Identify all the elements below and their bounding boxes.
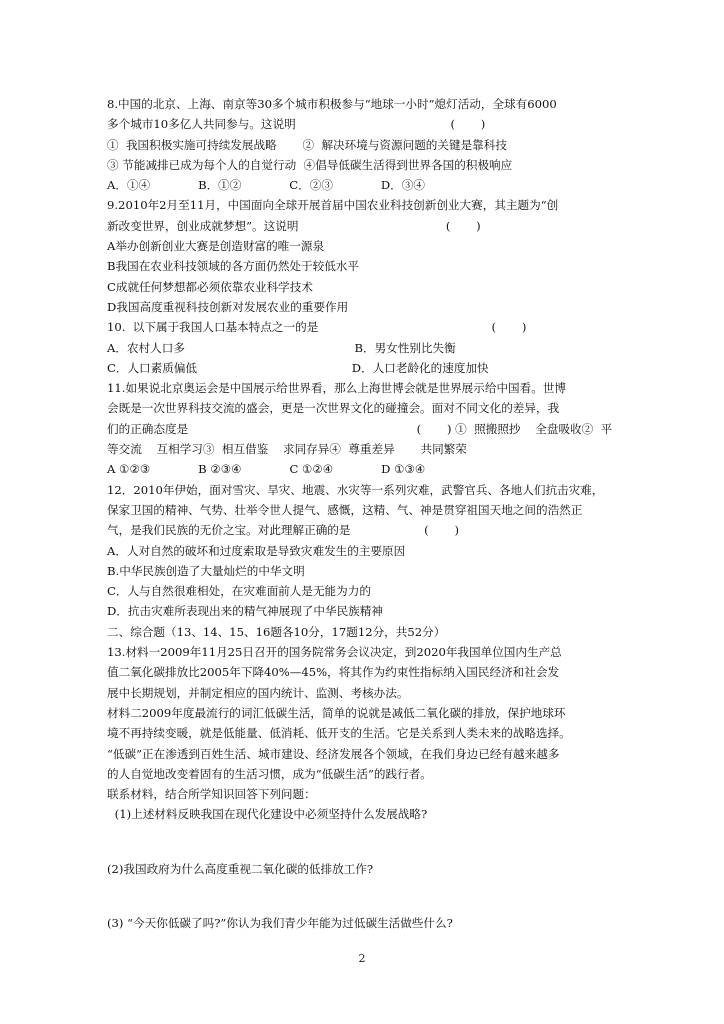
answer-choices: A．①④ B．①② C．②③ D．③④: [107, 178, 425, 193]
question-12: [107, 480, 627, 622]
question-line: 会既是一次世界科技交流的盛会，更是一次世界文化的碰撞会。面对不同文化的差异，我: [107, 401, 560, 416]
answer-space: [107, 825, 627, 859]
question-line: 新改变世界，创业成就梦想”。这说明 ( ): [107, 218, 481, 233]
option-line: D我国高度重视科技创新对发展农业的重要作用: [107, 299, 349, 314]
answer-space: [107, 879, 627, 913]
option-line: 等交流 互相学习③ 相互借鉴 求同存异④ 尊重差异 共同繁荣: [107, 442, 467, 457]
question-line: 11.如果说北京奥运会是中国展示给世界看，那么上海世博会就是世界展示给中国看。世博: [107, 381, 567, 396]
material-line: 13.材料一2009年11月25日召开的国务院常务会议决定，到2020年我国单位国内生产总: [107, 645, 562, 660]
question-9: [107, 195, 627, 317]
answer-choices: A ①②③ B ②③④ C ①②④ D ①③④: [107, 462, 426, 477]
question-line: 10. 以下属于我国人口基本特点之一的是 ( ): [107, 320, 527, 335]
option-line: C．人与自然很难相处，在灾难面前人是无能为力的: [107, 584, 371, 599]
material-line: “低碳”正在渗透到百姓生活、城市建设、经济发展各个领域，在我们身边已经有越来越多: [107, 746, 560, 761]
question-13-material: [107, 642, 627, 804]
page-content: [107, 94, 627, 933]
option-line: C．人口素质偏低 D．人口老龄化的速度加快: [107, 360, 489, 375]
option-line: ① 我国积极实施可持续发展战略 ② 解决环境与资源问题的关键是靠科技: [107, 137, 507, 152]
sub-question-2: (2)我国政府为什么高度重视二氧化碳的低排放工作?: [107, 861, 374, 876]
question-8: [107, 94, 627, 195]
section-heading: 二、综合题（13、14、15、16题各10分，17题12分，共52分）: [107, 624, 446, 639]
sub-question-3: (3) “今天你低碳了吗?”你认为我们青少年能为过低碳生活做些什么?: [107, 915, 453, 930]
question-line: 多个城市10多亿人共同参与。这说明 ( ): [107, 117, 486, 132]
option-line: B我国在农业科技领域的各方面仍然处于较低水平: [107, 259, 359, 274]
option-line: A．人对自然的破坏和过度索取是导致灾难发生的主要原因: [107, 543, 406, 558]
material-line: 境不再持续变暖，就是低能量、低消耗、低开支的生活。它是关系到人类未来的战略选择。: [107, 726, 571, 741]
option-line: B.中华民族创造了大量灿烂的中华文明: [107, 563, 305, 578]
question-line: 8.中国的北京、上海、南京等30多个城市积极参与“地球一小时”熄灯活动，全球有6000: [107, 97, 557, 111]
option-line: A举办创新创业大赛是创造财富的唯一源泉: [107, 239, 325, 254]
sub-question-1: (1)上述材料反映我国在现代化建设中必须坚持什么发展战略?: [111, 807, 428, 822]
material-line: 联系材料，结合所学知识回答下列问题：: [107, 787, 316, 802]
question-10: [107, 317, 627, 378]
question-line: 们的正确态度是 ( ) ① 照搬照抄 全盘吸收② 平: [107, 421, 613, 436]
question-line: 气，是我们民族的无价之宝。对此理解正确的是 ( ): [107, 523, 460, 538]
question-11: [107, 378, 627, 479]
question-line: 9.2010年2月至11月，中国面向全球开展首届中国农业科技创新创业大赛，其主题为“创: [107, 198, 559, 213]
option-line: D．抗击灾难所表现出来的精气神展现了中华民族精神: [107, 604, 383, 619]
question-line: 12．2010年伊始，面对雪灾、旱灾、地震、水灾等一系列灾难，武警官兵、各地人们抗击灾难，: [107, 482, 604, 497]
option-line: C成就任何梦想都必须依靠农业科学技术: [107, 279, 313, 294]
material-line: 的人自觉地改变着固有的生活习惯，成为“低碳生活”的践行者。: [107, 766, 432, 781]
page-number: 2: [358, 952, 366, 965]
material-line: 值二氧化碳排放比2005年下降40%—45%，将其作为约束性指标纳入国民经济和社会发: [107, 665, 560, 680]
option-line: ③ 节能减排已成为每个人的自觉行动 ④倡导低碳生活得到世界各国的积极响应: [107, 157, 513, 172]
option-line: A．农村人口多 B．男女性别比失衡: [107, 340, 456, 355]
material-line: 展中长期规划，并制定相应的国内统计、监测、考核办法。: [107, 685, 409, 700]
material-line: 材料二2009年度最流行的词汇低碳生活，简单的说就是减低二氧化碳的排放，保护地球环: [107, 705, 566, 720]
question-line: 保家卫国的精神、气势、壮举令世人提气、感慨，这精、气、神是贯穿祖国天地之间的浩然正: [107, 502, 583, 517]
